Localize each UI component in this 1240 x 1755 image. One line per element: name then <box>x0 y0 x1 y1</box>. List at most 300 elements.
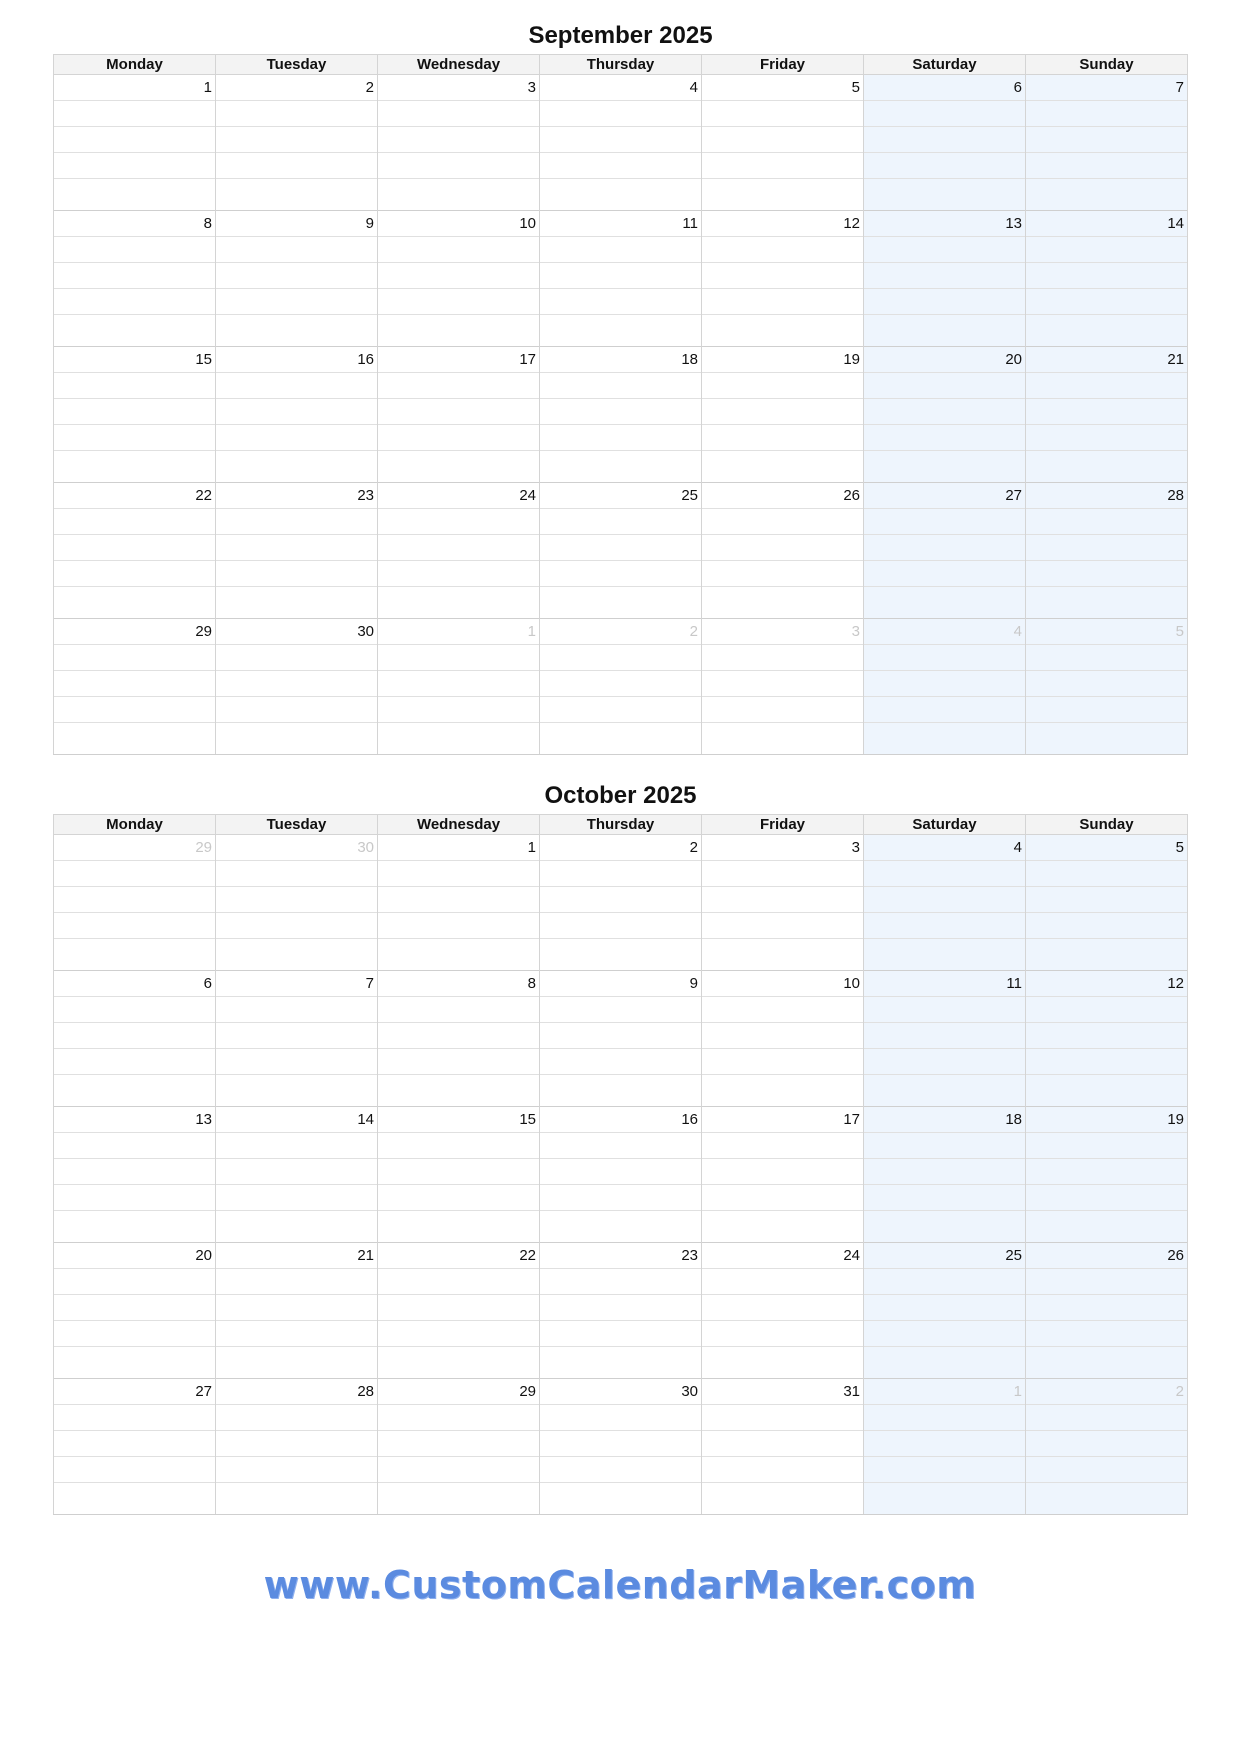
note-cell[interactable] <box>216 425 378 451</box>
note-cell[interactable] <box>216 237 378 263</box>
note-cell[interactable] <box>216 373 378 399</box>
note-cell[interactable] <box>1026 289 1188 315</box>
day-cell[interactable]: 8 <box>378 971 540 997</box>
note-cell[interactable] <box>216 1405 378 1431</box>
note-cell[interactable] <box>54 1457 216 1483</box>
day-cell[interactable]: 11 <box>864 971 1026 997</box>
note-cell[interactable] <box>864 645 1026 671</box>
day-cell-outside-month[interactable]: 29 <box>54 835 216 861</box>
note-cell[interactable] <box>378 1269 540 1295</box>
day-cell[interactable]: 3 <box>702 835 864 861</box>
note-cell[interactable] <box>54 913 216 939</box>
note-cell[interactable] <box>378 723 540 755</box>
note-cell[interactable] <box>1026 373 1188 399</box>
day-cell-outside-month[interactable]: 4 <box>864 619 1026 645</box>
note-cell[interactable] <box>216 1159 378 1185</box>
note-cell[interactable] <box>54 1133 216 1159</box>
day-cell[interactable]: 6 <box>864 75 1026 101</box>
note-cell[interactable] <box>216 535 378 561</box>
day-cell[interactable]: 19 <box>1026 1107 1188 1133</box>
note-cell[interactable] <box>702 315 864 347</box>
note-cell[interactable] <box>378 179 540 211</box>
note-cell[interactable] <box>216 315 378 347</box>
note-cell[interactable] <box>378 1431 540 1457</box>
note-cell[interactable] <box>864 263 1026 289</box>
note-cell[interactable] <box>216 1321 378 1347</box>
note-cell[interactable] <box>1026 1185 1188 1211</box>
note-cell[interactable] <box>1026 237 1188 263</box>
note-cell[interactable] <box>54 373 216 399</box>
day-cell[interactable]: 7 <box>1026 75 1188 101</box>
day-cell[interactable]: 26 <box>702 483 864 509</box>
day-cell[interactable]: 12 <box>1026 971 1188 997</box>
note-cell[interactable] <box>1026 1269 1188 1295</box>
note-cell[interactable] <box>540 1295 702 1321</box>
note-cell[interactable] <box>216 1049 378 1075</box>
note-cell[interactable] <box>540 127 702 153</box>
day-cell[interactable]: 25 <box>540 483 702 509</box>
note-cell[interactable] <box>702 913 864 939</box>
note-cell[interactable] <box>378 1321 540 1347</box>
note-cell[interactable] <box>1026 451 1188 483</box>
note-cell[interactable] <box>702 451 864 483</box>
note-cell[interactable] <box>378 1295 540 1321</box>
note-cell[interactable] <box>378 425 540 451</box>
note-cell[interactable] <box>540 535 702 561</box>
note-cell[interactable] <box>864 939 1026 971</box>
note-cell[interactable] <box>702 939 864 971</box>
note-cell[interactable] <box>216 1023 378 1049</box>
day-cell[interactable]: 23 <box>216 483 378 509</box>
note-cell[interactable] <box>702 179 864 211</box>
note-cell[interactable] <box>540 587 702 619</box>
note-cell[interactable] <box>702 289 864 315</box>
day-cell[interactable]: 29 <box>378 1379 540 1405</box>
note-cell[interactable] <box>1026 1431 1188 1457</box>
note-cell[interactable] <box>864 1185 1026 1211</box>
note-cell[interactable] <box>864 997 1026 1023</box>
note-cell[interactable] <box>702 509 864 535</box>
note-cell[interactable] <box>864 671 1026 697</box>
note-cell[interactable] <box>864 451 1026 483</box>
day-cell[interactable]: 19 <box>702 347 864 373</box>
note-cell[interactable] <box>540 887 702 913</box>
note-cell[interactable] <box>54 697 216 723</box>
note-cell[interactable] <box>540 1211 702 1243</box>
note-cell[interactable] <box>378 1159 540 1185</box>
note-cell[interactable] <box>216 1431 378 1457</box>
note-cell[interactable] <box>540 1159 702 1185</box>
note-cell[interactable] <box>1026 913 1188 939</box>
note-cell[interactable] <box>1026 315 1188 347</box>
note-cell[interactable] <box>54 289 216 315</box>
note-cell[interactable] <box>378 997 540 1023</box>
note-cell[interactable] <box>1026 1075 1188 1107</box>
note-cell[interactable] <box>216 509 378 535</box>
note-cell[interactable] <box>540 1347 702 1379</box>
note-cell[interactable] <box>864 1457 1026 1483</box>
note-cell[interactable] <box>54 587 216 619</box>
note-cell[interactable] <box>54 315 216 347</box>
note-cell[interactable] <box>378 645 540 671</box>
day-cell[interactable]: 12 <box>702 211 864 237</box>
note-cell[interactable] <box>864 1405 1026 1431</box>
note-cell[interactable] <box>216 913 378 939</box>
note-cell[interactable] <box>54 127 216 153</box>
note-cell[interactable] <box>540 1133 702 1159</box>
note-cell[interactable] <box>864 509 1026 535</box>
note-cell[interactable] <box>702 1269 864 1295</box>
day-cell[interactable]: 28 <box>1026 483 1188 509</box>
note-cell[interactable] <box>216 561 378 587</box>
note-cell[interactable] <box>702 723 864 755</box>
note-cell[interactable] <box>864 887 1026 913</box>
note-cell[interactable] <box>378 1185 540 1211</box>
note-cell[interactable] <box>378 1023 540 1049</box>
day-cell[interactable]: 5 <box>702 75 864 101</box>
website-logo[interactable]: www.CustomCalendarMaker.com <box>263 1563 977 1607</box>
note-cell[interactable] <box>864 535 1026 561</box>
day-cell[interactable]: 18 <box>540 347 702 373</box>
day-cell[interactable]: 1 <box>54 75 216 101</box>
note-cell[interactable] <box>540 1405 702 1431</box>
day-cell[interactable]: 21 <box>216 1243 378 1269</box>
note-cell[interactable] <box>378 1133 540 1159</box>
note-cell[interactable] <box>1026 1483 1188 1515</box>
note-cell[interactable] <box>864 1023 1026 1049</box>
note-cell[interactable] <box>1026 587 1188 619</box>
note-cell[interactable] <box>1026 1321 1188 1347</box>
note-cell[interactable] <box>54 1023 216 1049</box>
note-cell[interactable] <box>702 997 864 1023</box>
note-cell[interactable] <box>378 939 540 971</box>
note-cell[interactable] <box>702 1483 864 1515</box>
note-cell[interactable] <box>378 535 540 561</box>
day-cell[interactable]: 29 <box>54 619 216 645</box>
note-cell[interactable] <box>378 697 540 723</box>
note-cell[interactable] <box>540 861 702 887</box>
day-cell[interactable]: 6 <box>54 971 216 997</box>
note-cell[interactable] <box>378 289 540 315</box>
note-cell[interactable] <box>702 263 864 289</box>
note-cell[interactable] <box>378 373 540 399</box>
note-cell[interactable] <box>702 671 864 697</box>
note-cell[interactable] <box>864 1295 1026 1321</box>
note-cell[interactable] <box>216 153 378 179</box>
note-cell[interactable] <box>216 1211 378 1243</box>
day-cell[interactable]: 21 <box>1026 347 1188 373</box>
note-cell[interactable] <box>864 1269 1026 1295</box>
note-cell[interactable] <box>702 587 864 619</box>
note-cell[interactable] <box>540 153 702 179</box>
note-cell[interactable] <box>378 671 540 697</box>
note-cell[interactable] <box>1026 535 1188 561</box>
note-cell[interactable] <box>54 1295 216 1321</box>
note-cell[interactable] <box>540 1457 702 1483</box>
note-cell[interactable] <box>378 1483 540 1515</box>
note-cell[interactable] <box>864 1483 1026 1515</box>
note-cell[interactable] <box>216 451 378 483</box>
day-cell[interactable]: 10 <box>378 211 540 237</box>
note-cell[interactable] <box>540 373 702 399</box>
note-cell[interactable] <box>216 1185 378 1211</box>
day-cell[interactable]: 20 <box>54 1243 216 1269</box>
note-cell[interactable] <box>702 1075 864 1107</box>
note-cell[interactable] <box>54 263 216 289</box>
note-cell[interactable] <box>540 697 702 723</box>
note-cell[interactable] <box>540 101 702 127</box>
note-cell[interactable] <box>216 1075 378 1107</box>
note-cell[interactable] <box>702 1295 864 1321</box>
note-cell[interactable] <box>216 723 378 755</box>
note-cell[interactable] <box>378 509 540 535</box>
note-cell[interactable] <box>702 1049 864 1075</box>
day-cell-outside-month[interactable]: 2 <box>540 619 702 645</box>
note-cell[interactable] <box>702 697 864 723</box>
note-cell[interactable] <box>864 101 1026 127</box>
note-cell[interactable] <box>54 997 216 1023</box>
note-cell[interactable] <box>1026 263 1188 289</box>
note-cell[interactable] <box>216 939 378 971</box>
note-cell[interactable] <box>216 1295 378 1321</box>
note-cell[interactable] <box>378 587 540 619</box>
day-cell[interactable]: 24 <box>378 483 540 509</box>
note-cell[interactable] <box>702 1023 864 1049</box>
note-cell[interactable] <box>1026 1159 1188 1185</box>
day-cell[interactable]: 15 <box>378 1107 540 1133</box>
note-cell[interactable] <box>54 671 216 697</box>
note-cell[interactable] <box>216 179 378 211</box>
note-cell[interactable] <box>378 399 540 425</box>
note-cell[interactable] <box>1026 1347 1188 1379</box>
note-cell[interactable] <box>540 561 702 587</box>
note-cell[interactable] <box>702 645 864 671</box>
note-cell[interactable] <box>216 697 378 723</box>
note-cell[interactable] <box>540 425 702 451</box>
day-cell[interactable]: 15 <box>54 347 216 373</box>
day-cell-outside-month[interactable]: 1 <box>378 619 540 645</box>
note-cell[interactable] <box>216 127 378 153</box>
note-cell[interactable] <box>540 315 702 347</box>
day-cell[interactable]: 22 <box>54 483 216 509</box>
day-cell[interactable]: 5 <box>1026 835 1188 861</box>
note-cell[interactable] <box>1026 127 1188 153</box>
note-cell[interactable] <box>702 1159 864 1185</box>
note-cell[interactable] <box>1026 1049 1188 1075</box>
note-cell[interactable] <box>216 1133 378 1159</box>
note-cell[interactable] <box>1026 101 1188 127</box>
note-cell[interactable] <box>54 1075 216 1107</box>
note-cell[interactable] <box>540 237 702 263</box>
note-cell[interactable] <box>1026 1023 1188 1049</box>
note-cell[interactable] <box>54 1159 216 1185</box>
note-cell[interactable] <box>864 861 1026 887</box>
note-cell[interactable] <box>54 861 216 887</box>
note-cell[interactable] <box>702 425 864 451</box>
day-cell[interactable]: 9 <box>540 971 702 997</box>
note-cell[interactable] <box>54 1347 216 1379</box>
note-cell[interactable] <box>378 153 540 179</box>
day-cell[interactable]: 30 <box>540 1379 702 1405</box>
note-cell[interactable] <box>54 179 216 211</box>
note-cell[interactable] <box>702 127 864 153</box>
note-cell[interactable] <box>54 723 216 755</box>
note-cell[interactable] <box>702 1133 864 1159</box>
note-cell[interactable] <box>54 153 216 179</box>
note-cell[interactable] <box>378 1457 540 1483</box>
day-cell[interactable]: 27 <box>54 1379 216 1405</box>
note-cell[interactable] <box>1026 697 1188 723</box>
note-cell[interactable] <box>864 1347 1026 1379</box>
note-cell[interactable] <box>378 887 540 913</box>
note-cell[interactable] <box>864 1431 1026 1457</box>
note-cell[interactable] <box>1026 179 1188 211</box>
note-cell[interactable] <box>54 101 216 127</box>
note-cell[interactable] <box>864 1321 1026 1347</box>
day-cell[interactable]: 10 <box>702 971 864 997</box>
note-cell[interactable] <box>216 887 378 913</box>
day-cell-outside-month[interactable]: 30 <box>216 835 378 861</box>
note-cell[interactable] <box>54 1405 216 1431</box>
note-cell[interactable] <box>540 1269 702 1295</box>
note-cell[interactable] <box>54 237 216 263</box>
day-cell[interactable]: 1 <box>378 835 540 861</box>
note-cell[interactable] <box>1026 723 1188 755</box>
note-cell[interactable] <box>702 237 864 263</box>
note-cell[interactable] <box>216 1483 378 1515</box>
day-cell[interactable]: 2 <box>216 75 378 101</box>
day-cell-outside-month[interactable]: 3 <box>702 619 864 645</box>
day-cell[interactable]: 25 <box>864 1243 1026 1269</box>
note-cell[interactable] <box>864 1211 1026 1243</box>
note-cell[interactable] <box>702 373 864 399</box>
note-cell[interactable] <box>378 127 540 153</box>
day-cell[interactable]: 28 <box>216 1379 378 1405</box>
note-cell[interactable] <box>1026 1295 1188 1321</box>
note-cell[interactable] <box>1026 997 1188 1023</box>
day-cell[interactable]: 3 <box>378 75 540 101</box>
note-cell[interactable] <box>702 1431 864 1457</box>
note-cell[interactable] <box>702 887 864 913</box>
day-cell[interactable]: 14 <box>1026 211 1188 237</box>
note-cell[interactable] <box>864 587 1026 619</box>
day-cell-outside-month[interactable]: 5 <box>1026 619 1188 645</box>
day-cell[interactable]: 4 <box>540 75 702 101</box>
note-cell[interactable] <box>378 1347 540 1379</box>
day-cell[interactable]: 26 <box>1026 1243 1188 1269</box>
note-cell[interactable] <box>54 425 216 451</box>
note-cell[interactable] <box>702 153 864 179</box>
day-cell[interactable]: 23 <box>540 1243 702 1269</box>
day-cell[interactable]: 4 <box>864 835 1026 861</box>
note-cell[interactable] <box>864 1075 1026 1107</box>
note-cell[interactable] <box>54 399 216 425</box>
note-cell[interactable] <box>54 1269 216 1295</box>
note-cell[interactable] <box>54 535 216 561</box>
day-cell[interactable]: 13 <box>54 1107 216 1133</box>
note-cell[interactable] <box>540 939 702 971</box>
note-cell[interactable] <box>216 263 378 289</box>
note-cell[interactable] <box>54 645 216 671</box>
note-cell[interactable] <box>216 1347 378 1379</box>
note-cell[interactable] <box>1026 425 1188 451</box>
note-cell[interactable] <box>702 1347 864 1379</box>
note-cell[interactable] <box>1026 561 1188 587</box>
day-cell[interactable]: 13 <box>864 211 1026 237</box>
note-cell[interactable] <box>54 1211 216 1243</box>
note-cell[interactable] <box>540 399 702 425</box>
note-cell[interactable] <box>864 1133 1026 1159</box>
day-cell[interactable]: 17 <box>702 1107 864 1133</box>
note-cell[interactable] <box>864 425 1026 451</box>
note-cell[interactable] <box>540 645 702 671</box>
note-cell[interactable] <box>864 1159 1026 1185</box>
note-cell[interactable] <box>54 1049 216 1075</box>
note-cell[interactable] <box>702 535 864 561</box>
note-cell[interactable] <box>702 561 864 587</box>
note-cell[interactable] <box>54 451 216 483</box>
note-cell[interactable] <box>216 997 378 1023</box>
day-cell[interactable]: 16 <box>540 1107 702 1133</box>
note-cell[interactable] <box>864 289 1026 315</box>
note-cell[interactable] <box>1026 509 1188 535</box>
note-cell[interactable] <box>378 1211 540 1243</box>
note-cell[interactable] <box>864 399 1026 425</box>
note-cell[interactable] <box>54 561 216 587</box>
day-cell[interactable]: 11 <box>540 211 702 237</box>
note-cell[interactable] <box>540 509 702 535</box>
note-cell[interactable] <box>378 1405 540 1431</box>
note-cell[interactable] <box>54 509 216 535</box>
note-cell[interactable] <box>378 913 540 939</box>
note-cell[interactable] <box>1026 1457 1188 1483</box>
day-cell[interactable]: 27 <box>864 483 1026 509</box>
note-cell[interactable] <box>702 861 864 887</box>
note-cell[interactable] <box>702 1405 864 1431</box>
note-cell[interactable] <box>1026 1211 1188 1243</box>
note-cell[interactable] <box>1026 887 1188 913</box>
note-cell[interactable] <box>1026 939 1188 971</box>
note-cell[interactable] <box>378 451 540 483</box>
day-cell[interactable]: 2 <box>540 835 702 861</box>
note-cell[interactable] <box>702 1211 864 1243</box>
note-cell[interactable] <box>540 671 702 697</box>
note-cell[interactable] <box>864 179 1026 211</box>
day-cell[interactable]: 20 <box>864 347 1026 373</box>
day-cell[interactable]: 30 <box>216 619 378 645</box>
note-cell[interactable] <box>540 1049 702 1075</box>
note-cell[interactable] <box>378 237 540 263</box>
note-cell[interactable] <box>54 887 216 913</box>
note-cell[interactable] <box>378 1049 540 1075</box>
note-cell[interactable] <box>1026 861 1188 887</box>
note-cell[interactable] <box>864 723 1026 755</box>
note-cell[interactable] <box>1026 153 1188 179</box>
note-cell[interactable] <box>540 1431 702 1457</box>
note-cell[interactable] <box>1026 399 1188 425</box>
note-cell[interactable] <box>864 315 1026 347</box>
note-cell[interactable] <box>702 1321 864 1347</box>
note-cell[interactable] <box>864 237 1026 263</box>
day-cell[interactable]: 16 <box>216 347 378 373</box>
note-cell[interactable] <box>54 1321 216 1347</box>
note-cell[interactable] <box>216 645 378 671</box>
note-cell[interactable] <box>540 1321 702 1347</box>
day-cell[interactable]: 8 <box>54 211 216 237</box>
note-cell[interactable] <box>540 1023 702 1049</box>
note-cell[interactable] <box>378 101 540 127</box>
note-cell[interactable] <box>540 289 702 315</box>
